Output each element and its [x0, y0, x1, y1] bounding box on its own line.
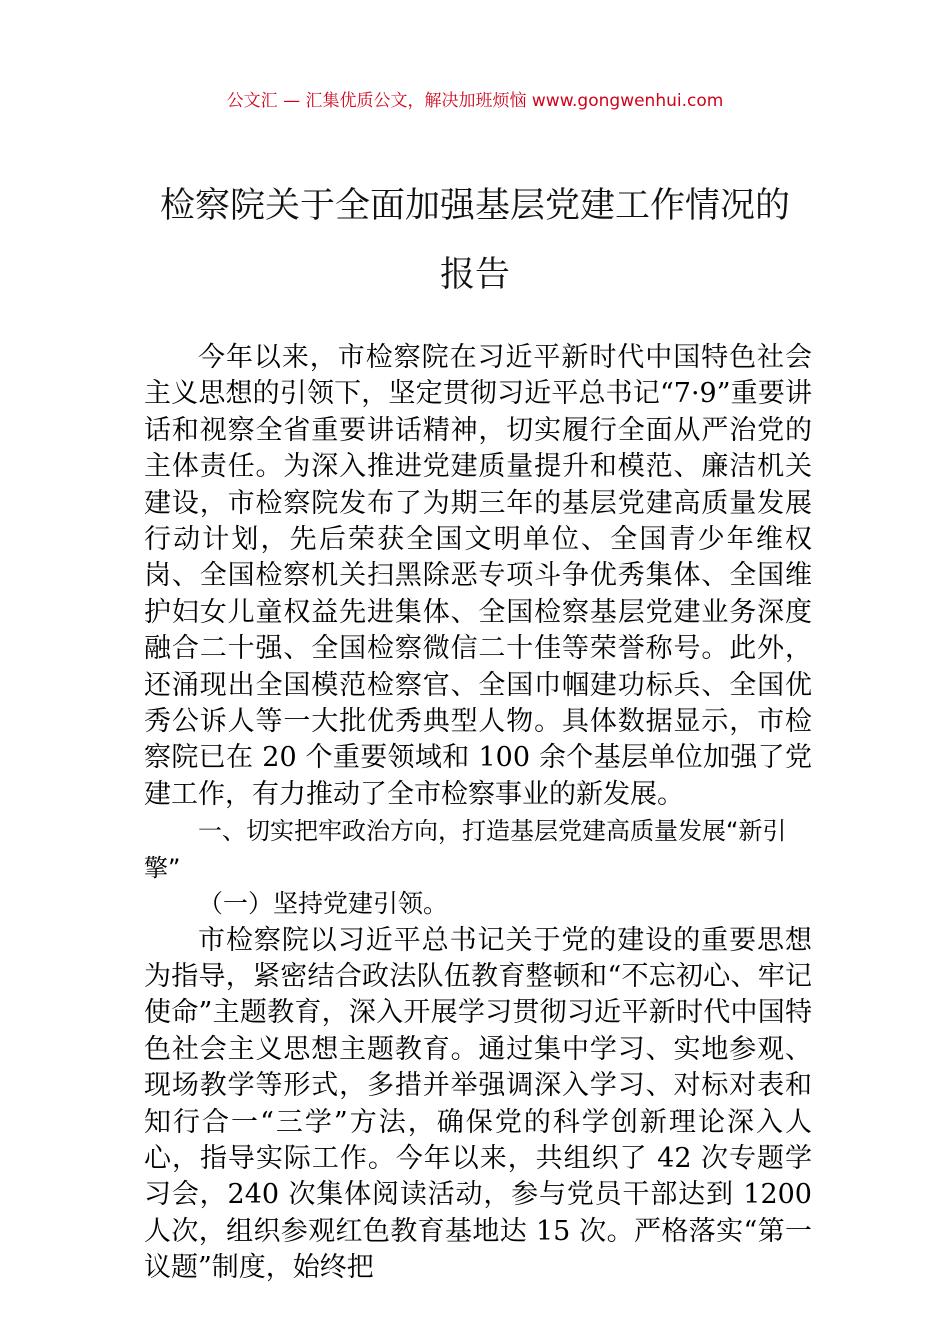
- body-paragraph-party-building: 市检察院以习近平总书记关于党的建设的重要思想为指导，紧密结合政法队伍教育整顿和“不忘初心、牢记使命”主题教育，深入开展学习贯彻习近平新时代中国特色社会主义思想主题教育。通过集中学习、实地参观、现场教学等形式，多措并举强调深入学习、对标对表和知行合一“三学”方法，确保党的科学创新理论深入人心，指导实际工作。今年以来，共组织了 42 次专题学习会，240 次集体阅读活动，参与党员干部达到 1200 人次，组织参观红色教育基地达 15 次。严格落实“第一议题”制度，始终把: [144, 924, 812, 1284]
- document-title-line1: 检察院关于全面加强基层党建工作情况的: [159, 186, 790, 226]
- document-title-line2: 报告: [439, 255, 510, 295]
- section-heading-1: 一、切实把牢政治方向，打造基层党建高质量发展“新引擎”: [144, 817, 787, 882]
- document-body: [144, 340, 812, 1287]
- subsection-heading-1: （一）坚持党建引领。: [198, 889, 449, 919]
- body-paragraph-intro: 今年以来，市检察院在习近平新时代中国特色社会主义思想的引领下，坚定贯彻习近平总书记“7·9”重要讲话和视察全省重要讲话精神，切实履行全面从严治党的主体责任。为深入推进党建质量提升和模范、廉洁机关建设，市检察院发布了为期三年的基层党建高质量发展行动计划，先后荣获全国文明单位、全国青少年维权岗、全国检察机关扫黑除恶专项斗争优秀集体、全国维护妇女儿童权益先进集体、全国检察基层党建业务深度融合二十强、全国检察微信二十佳等荣誉称号。此外，还涌现出全国模范检察官、全国巾帼建功标兵、全国优秀公诉人等一大批优秀典型人物。具体数据显示，市检察院已在 20 个重要领域和 100 余个基层单位加强了党建工作，有力推动了全市检察事业的新发展。: [144, 342, 812, 810]
- site-header-banner: 公文汇 — 汇集优质公文，解决加班烦恼 www.gongwenhui.com: [226, 91, 724, 111]
